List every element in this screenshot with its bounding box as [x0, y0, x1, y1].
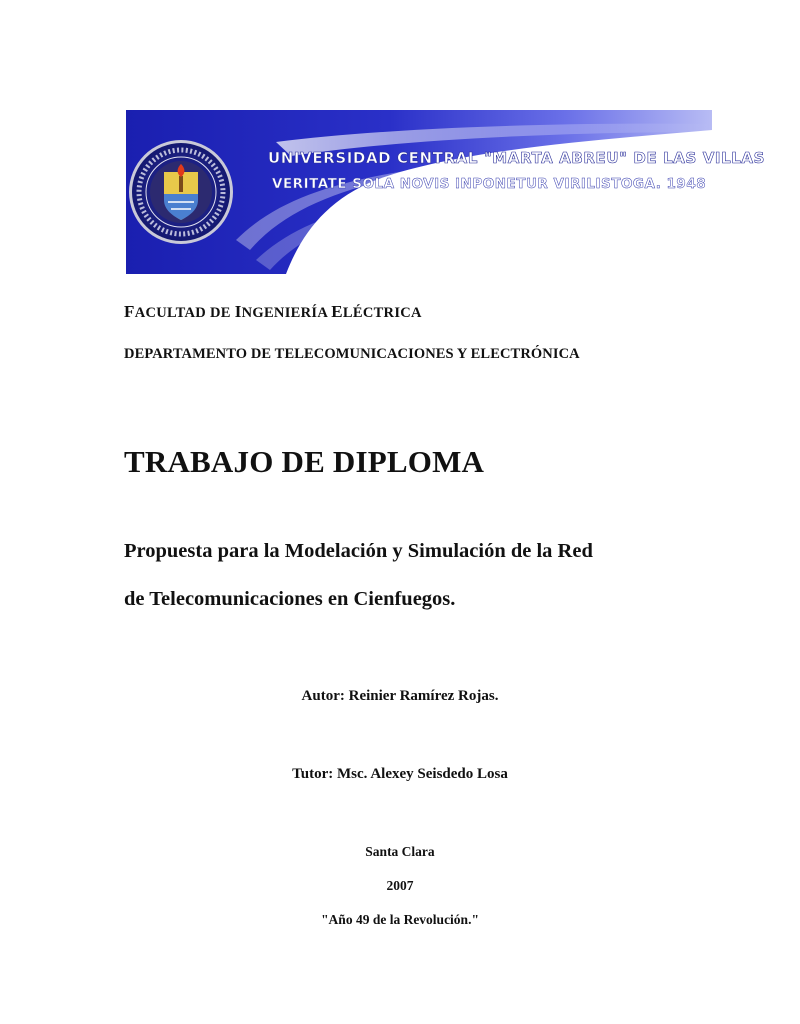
faculty-initial-3: E: [331, 302, 343, 321]
faculty-rest-1: ACULTAD DE: [134, 305, 235, 321]
university-seal-icon: [129, 140, 233, 244]
banner-graphic: [126, 110, 766, 274]
city-line: Santa Clara: [365, 844, 435, 859]
year-line: 2007: [386, 878, 414, 893]
faculty-rest-3: LÉCTRICA: [342, 305, 422, 321]
thesis-title-line-2: de Telecomunicaciones en Cienfuegos.: [124, 588, 456, 610]
author-line: Autor: Reinier Ramírez Rojas.: [301, 688, 499, 704]
document-title: TRABAJO DE DIPLOMA: [124, 444, 485, 479]
thesis-title-line-1: Propuesta para la Modelación y Simulación de la Red: [124, 540, 593, 562]
faculty-name: [124, 302, 422, 322]
faculty-initial-1: F: [124, 302, 135, 321]
revolution-year-line: "Año 49 de la Revolución.": [321, 912, 479, 927]
university-motto: VERITATE SOLA NOVIS INPONETUR VIRILISTOGA. 1948: [272, 176, 707, 192]
university-name: UNIVERSIDAD CENTRAL "MARTA ABREU" DE LAS VILLAS: [268, 149, 766, 167]
tutor-line: Tutor: Msc. Alexey Seisdedo Losa: [292, 766, 508, 782]
faculty-initial-2: I: [234, 302, 242, 321]
university-banner: [126, 110, 766, 274]
department-name: DEPARTAMENTO DE TELECOMUNICACIONES Y ELECTRÓNICA: [124, 346, 580, 362]
faculty-rest-2: NGENIERÍA: [241, 305, 332, 321]
